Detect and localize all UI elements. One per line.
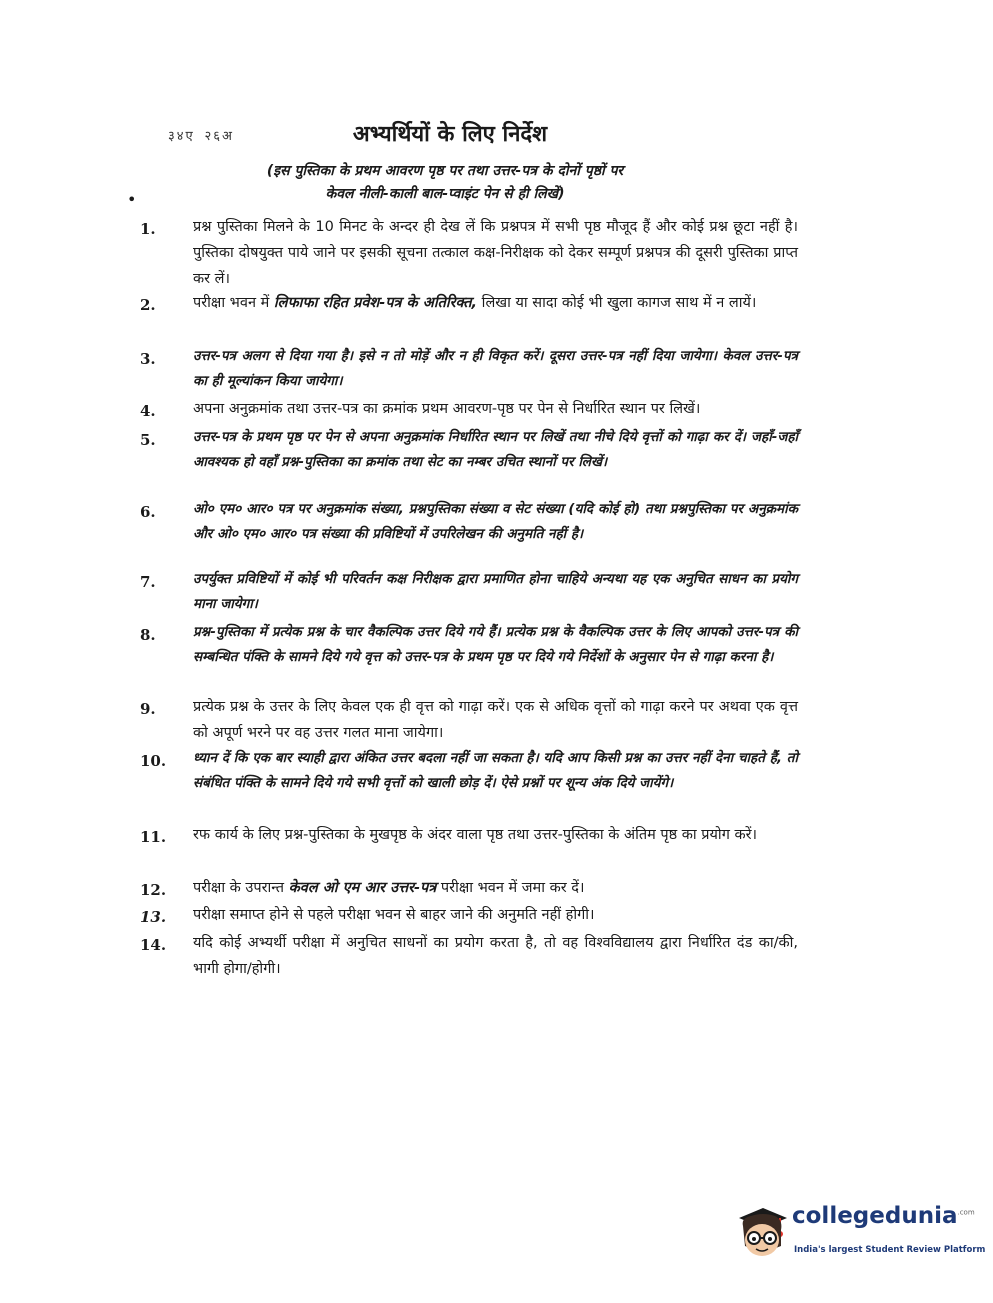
text-part: परीक्षा भवन में जमा कर दें।	[436, 880, 585, 896]
subtitle-line-2: केवल नीली-काली बाल-प्वाइंट पेन से ही लिखें)	[325, 186, 565, 202]
instruction-number: 9.	[140, 700, 156, 718]
instruction-number: 4.	[140, 402, 156, 420]
instruction-text: ओ० एम० आर० पत्र पर अनुक्रमांक संख्या, प्रश्नपुस्तिका संख्या व सेट संख्या (यदि कोई हो) तथा प्रश्नपुस्तिका पर अनुक्रमांक और ओ० एम० आर० पत्र संख्या की प्रविष्टियों में उपरिलेखन की अनुमति नहीं है।	[193, 501, 798, 542]
paper-code: ३४ए २६अ	[168, 129, 234, 144]
instruction-text: प्रत्येक प्रश्न के उत्तर के लिए केवल एक ही वृत्त को गाढ़ा करें। एक से अधिक वृत्तों को गाढ़ा करने पर अथवा एक वृत्त को अपूर्ण भरने पर वह उत्तर गलत माना जायेगा।	[193, 699, 798, 741]
instruction-text: प्रश्न पुस्तिका मिलने के 10 मिनट के अन्दर ही देख लें कि प्रश्नपत्र में सभी पृष्ठ मौजूद हैं और कोई प्रश्न छूटा नहीं है। पुस्तिका दोषयुक्त पाये जाने पर इसकी सूचना तत्काल कक्ष-निरीक्षक को देकर सम्पूर्ण प्रश्नपत्र की दूसरी पुस्तिका प्राप्त कर लें।	[193, 219, 798, 287]
instruction-text	[193, 875, 798, 901]
instruction-number: 2.	[140, 296, 156, 314]
page-title: अभ्यर्थियों के लिए निर्देश	[352, 122, 548, 147]
instruction-text: रफ कार्य के लिए प्रश्न-पुस्तिका के मुखपृष्ठ के अंदर वाला पृष्ठ तथा उत्तर-पुस्तिका के अंतिम पृष्ठ का प्रयोग करें।	[193, 827, 758, 843]
instruction-text: अपना अनुक्रमांक तथा उत्तर-पत्र का क्रमांक प्रथम आवरण-पृष्ठ पर पेन से निर्धारित स्थान पर लिखें।	[193, 401, 701, 417]
instruction-text: प्रश्न-पुस्तिका में प्रत्येक प्रश्न के चार वैकल्पिक उत्तर दिये गये हैं। प्रत्येक प्रश्न के वैकल्पिक उत्तर के लिए आपको उत्तर-पत्र की सम्बन्धित पंक्ति के सामने दिये गये वृत्त को उत्तर-पत्र के प्रथम पृष्ठ पर दिये गये निर्देशों के अनुसार पेन से गाढ़ा करना है।	[193, 624, 798, 665]
logo-suffix: .com	[957, 1208, 975, 1217]
logo-wordmark	[792, 1203, 975, 1229]
instruction-text	[193, 290, 798, 316]
subtitle-line-1: (इस पुस्तिका के प्रथम आवरण पृष्ठ पर तथा उत्तर-पत्र के दोनों पृष्ठों पर	[266, 163, 624, 179]
text-part: लिखा या सादा कोई भी खुला कागज साथ में न लायें।	[477, 295, 757, 311]
instruction-number: 6.	[140, 503, 156, 521]
instruction-number: 7.	[140, 573, 156, 591]
instruction-number: 1.	[140, 220, 156, 238]
logo-tagline: India's largest Student Review Platform	[794, 1245, 986, 1255]
text-part: परीक्षा के उपरान्त	[193, 880, 289, 896]
emphasis-text: लिफाफा रहित प्रवेश-पत्र के अतिरिक्त,	[273, 295, 478, 311]
subtitle	[180, 160, 710, 206]
instruction-number: 8.	[140, 626, 156, 644]
instruction-number: 13.	[140, 908, 167, 926]
instruction-number: 12.	[140, 881, 167, 899]
emphasis-text: केवल ओ एम आर उत्तर-पत्र	[288, 880, 437, 896]
bullet-mark: •	[127, 190, 137, 209]
instruction-text: परीक्षा समाप्त होने से पहले परीक्षा भवन से बाहर जाने की अनुमति नहीं होगी।	[193, 907, 595, 923]
instruction-number: 14.	[140, 936, 167, 954]
instruction-number: 10.	[140, 752, 167, 770]
logo-name: collegedunia	[792, 1203, 958, 1229]
instruction-number: 3.	[140, 350, 156, 368]
instruction-number: 5.	[140, 431, 156, 449]
instruction-number: 11.	[140, 828, 167, 846]
instruction-text: उत्तर-पत्र के प्रथम पृष्ठ पर पेन से अपना अनुक्रमांक निर्धारित स्थान पर लिखें तथा नीचे दिये वृत्तों को गाढ़ा कर दें। जहाँ-जहाँ आवश्यक हो वहाँ प्रश्न-पुस्तिका का क्रमांक तथा सेट का नम्बर उचित स्थानों पर लिखें।	[193, 429, 798, 470]
text-part: परीक्षा भवन में	[193, 295, 274, 311]
instruction-text: उत्तर-पत्र अलग से दिया गया है। इसे न तो मोड़ें और न ही विकृत करें। दूसरा उत्तर-पत्र नहीं दिया जायेगा। केवल उत्तर-पत्र का ही मूल्यांकन किया जायेगा।	[193, 348, 798, 389]
instruction-text: ध्यान दें कि एक बार स्याही द्वारा अंकित उत्तर बदला नहीं जा सकता है। यदि आप किसी प्रश्न का उत्तर नहीं देना चाहते हैं, तो संबंधित पंक्ति के सामने दिये गये सभी वृत्तों को खाली छोड़ दें। ऐसे प्रश्नों पर शून्य अंक दिये जायेंगे।	[193, 750, 798, 791]
instruction-text: उपर्युक्त प्रविष्टियों में कोई भी परिवर्तन कक्ष निरीक्षक द्वारा प्रमाणित होना चाहिये अन्यथा यह एक अनुचित साधन का प्रयोग माना जायेगा।	[193, 571, 798, 612]
instruction-text: यदि कोई अभ्यर्थी परीक्षा में अनुचित साधनों का प्रयोग करता है, तो वह विश्वविद्यालय द्वारा निर्धारित दंड का/की, भागी होगा/होगी।	[193, 935, 798, 977]
